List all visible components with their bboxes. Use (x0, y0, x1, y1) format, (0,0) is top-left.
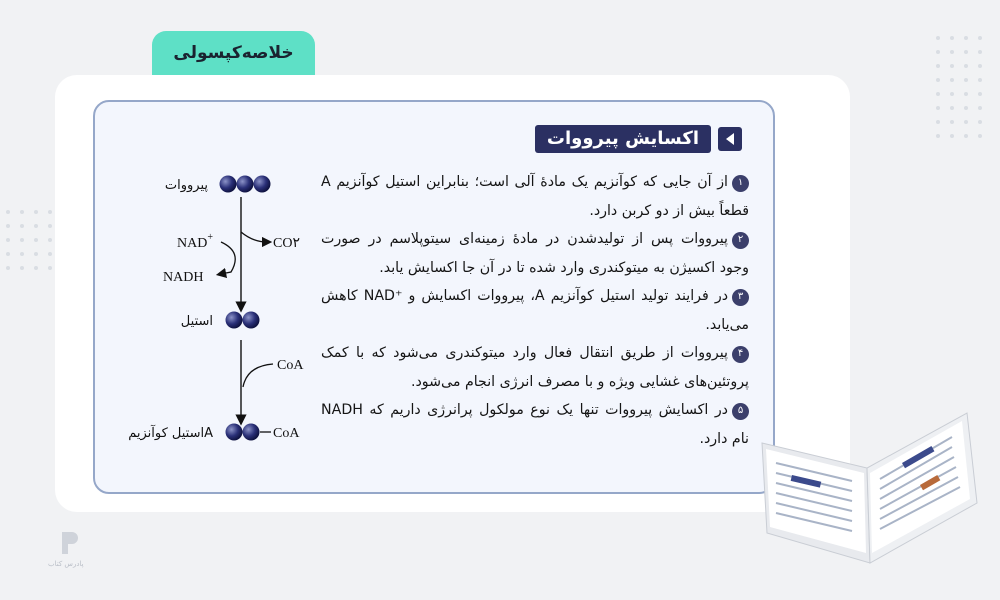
section-title: اکسایش پیرووات (535, 125, 711, 153)
coa-label: CoA (277, 358, 304, 373)
item-text: در فرایند تولید استیل کوآنزیم A، پیرووات اکسایش و ⁺NAD کاهش می‌یابد. (321, 288, 749, 333)
item-text: در اکسایش پیرووات تنها یک نوع مولکول پرانرژی داریم که NADH نام دارد. (321, 402, 749, 447)
play-arrow-icon (718, 127, 742, 151)
list-item (321, 339, 749, 396)
acetyl-coa-label: استیل کوآنزیمA (128, 426, 213, 441)
item-number-badge: ۲ (732, 232, 749, 249)
section-header (535, 125, 742, 153)
summary-tag: خلاصه‌کپسولی (152, 31, 315, 75)
nad-label: NAD+ (177, 232, 213, 251)
item-text: پیرووات از طریق انتقال فعال وارد میتوکندری می‌شود که با کمک پروتئین‌های غشایی ویژه و با مصرف انرژی انجام می‌شود. (321, 345, 749, 390)
decorative-dots-right (936, 36, 982, 138)
list-item (321, 396, 749, 453)
item-number-badge: ۴ (732, 346, 749, 363)
acetyl-molecule (226, 312, 260, 329)
coa-bond-label: CoA (273, 426, 300, 441)
co2-release-arrow (241, 232, 267, 242)
list-item (321, 282, 749, 339)
co2-label: CO۲ (273, 236, 300, 251)
summary-list (321, 168, 749, 453)
item-number-badge: ۵ (732, 403, 749, 420)
logo-text: پادرس کتاب (48, 560, 84, 568)
coa-addition-arrow (243, 364, 273, 387)
decorative-dots-left (6, 210, 52, 270)
pyruvate-molecule (220, 176, 271, 193)
acetyl-label: استیل (180, 314, 213, 329)
item-text: پیرووات پس از تولیدشدن در مادهٔ زمینه‌ای سیتوپلاسم در صورت وجود اکسیژن به میتوکندری وارد شده تا در آن جا اکسایش یابد. (321, 231, 749, 276)
item-number-badge: ۳ (732, 289, 749, 306)
item-number-badge: ۱ (732, 175, 749, 192)
pyruvate-label: پیرووات (164, 178, 208, 193)
pyruvate-oxidation-diagram (95, 102, 325, 492)
list-item (321, 225, 749, 282)
nadh-label: NADH (163, 270, 204, 285)
summary-panel (93, 100, 775, 494)
item-text: از آن جایی که کوآنزیم یک مادهٔ آلی است؛ بنابراین استیل کوآنزیم A قطعاً بیش از دو کربن دارد. (321, 174, 749, 219)
list-item (321, 168, 749, 225)
padars-logo-icon (56, 530, 80, 558)
open-book-image (752, 393, 982, 568)
acetyl-coa-molecule (226, 424, 272, 441)
nad-reduction-arrow (221, 242, 235, 274)
